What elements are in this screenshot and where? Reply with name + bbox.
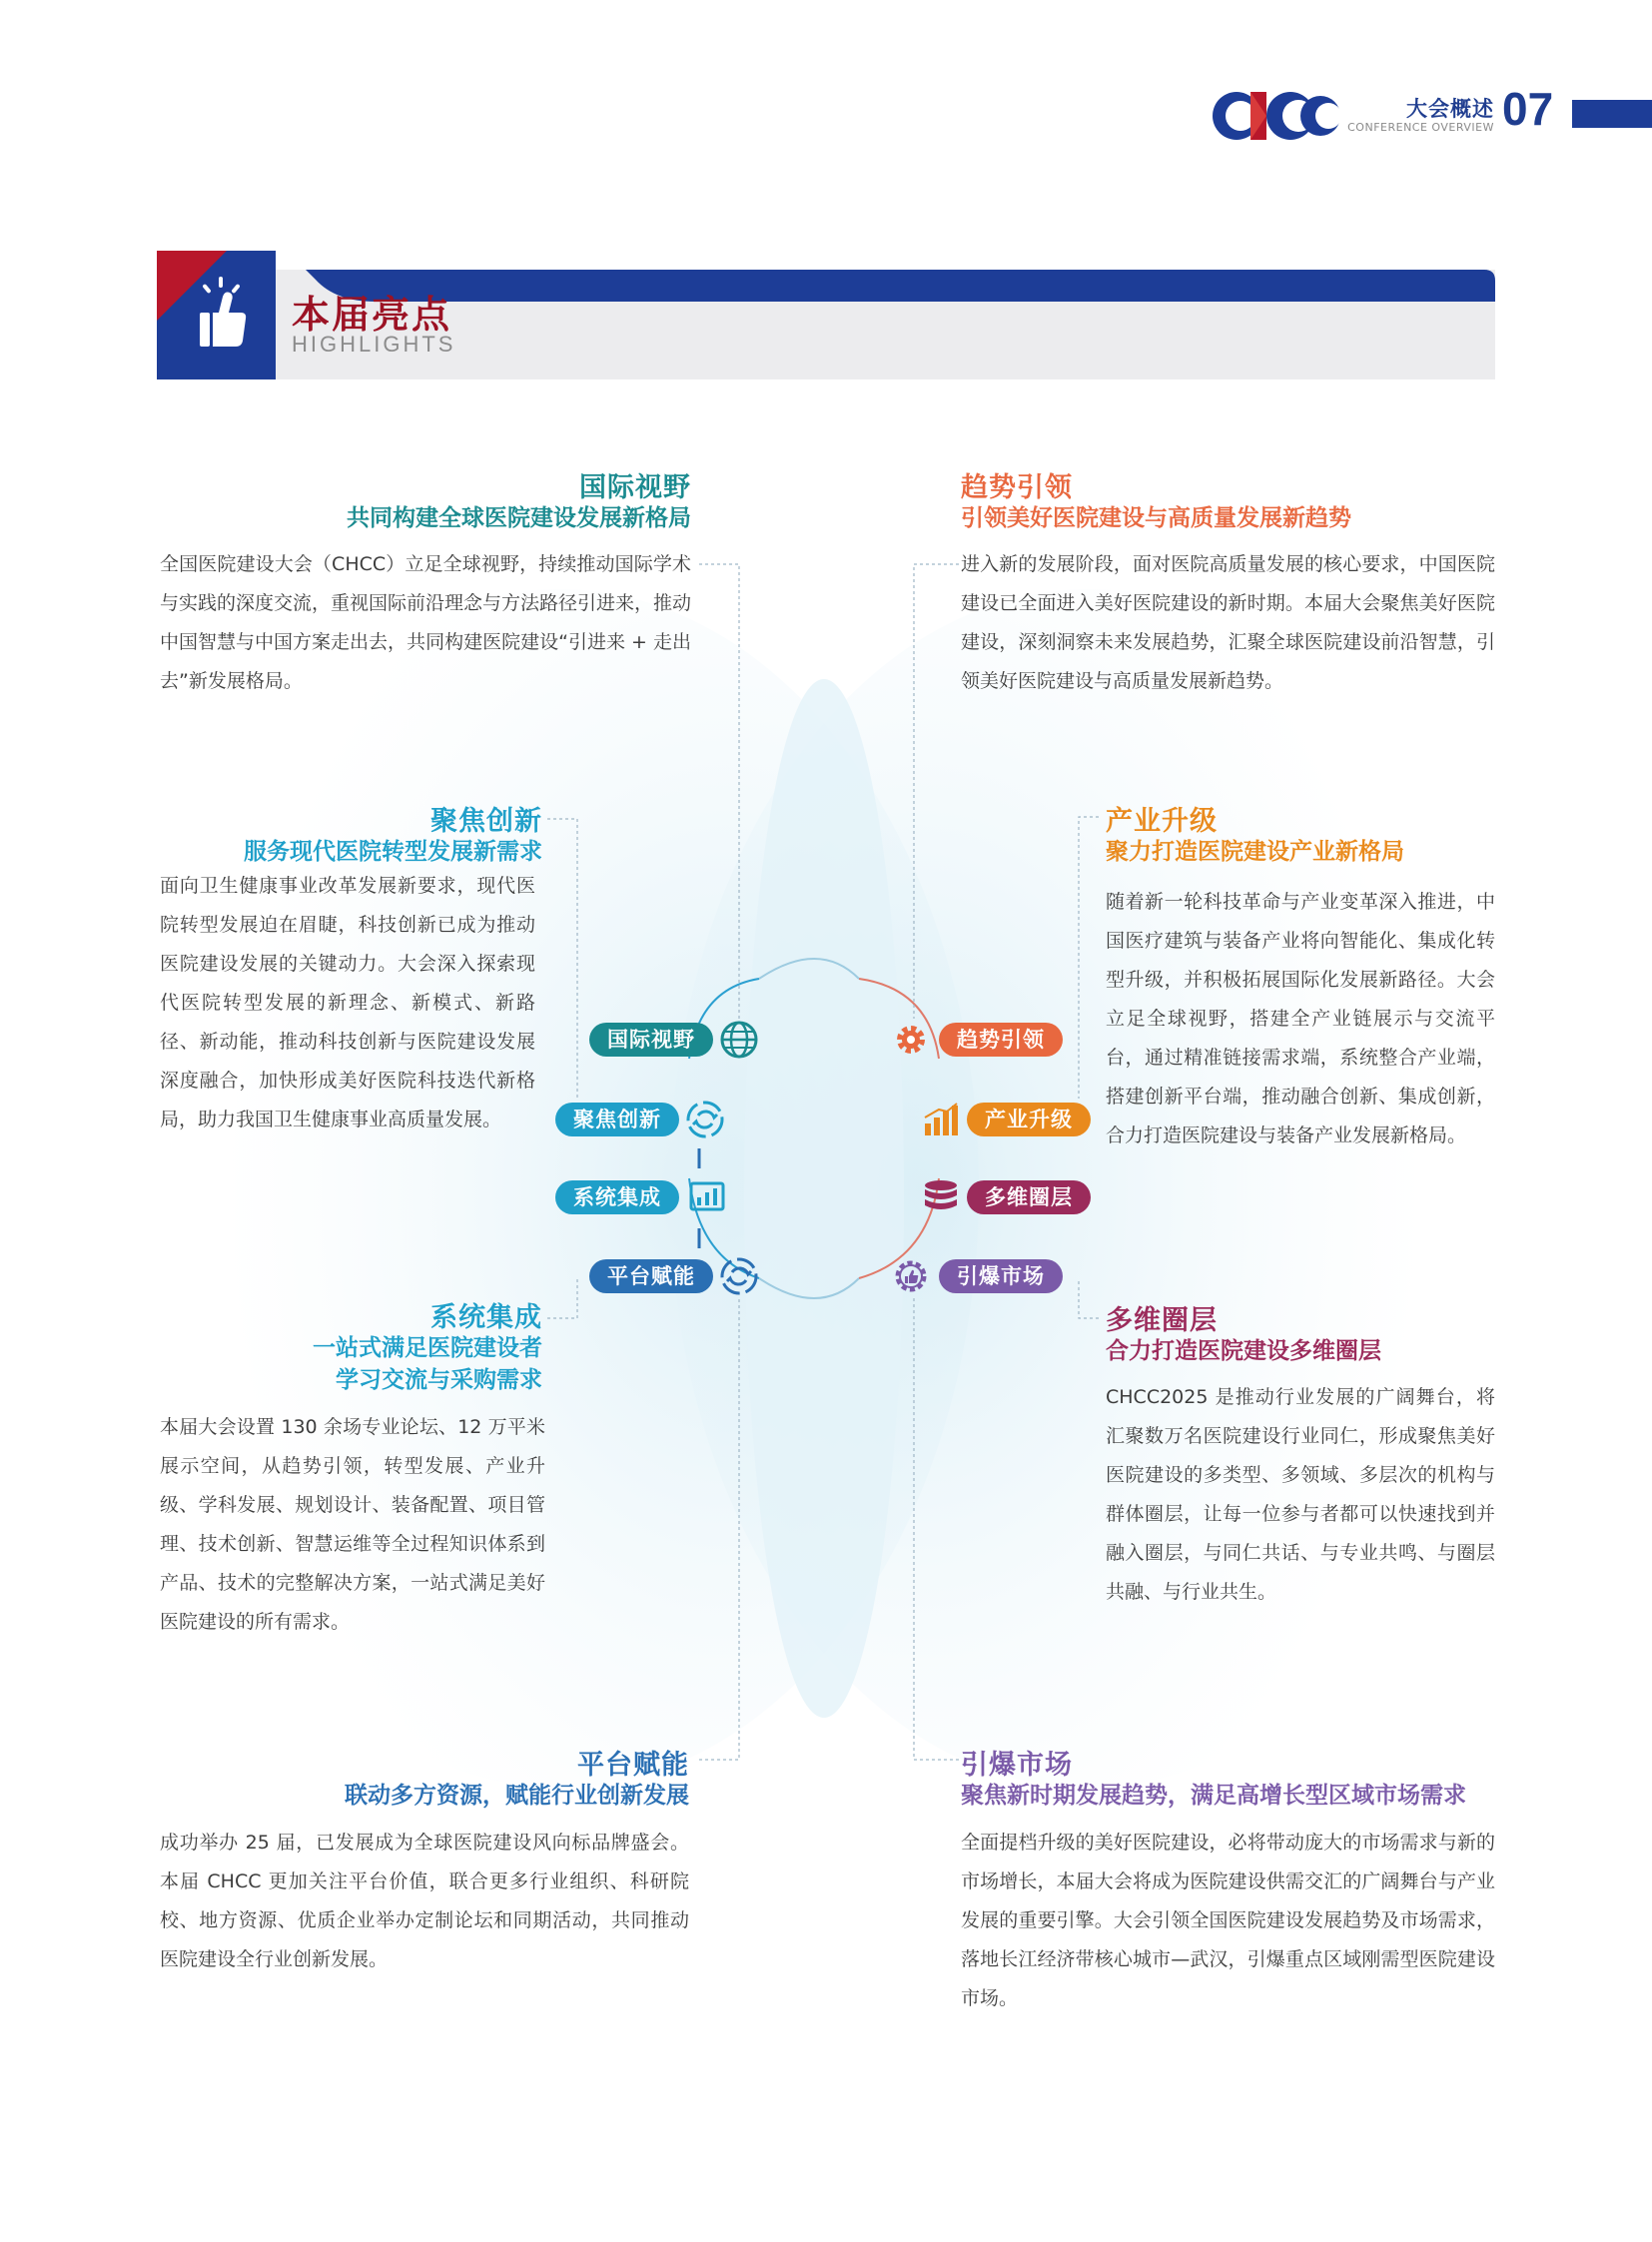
market-subtitle: 聚焦新时期发展趋势，满足高增长型区域市场需求 [961,1783,1466,1809]
integration-subtitle-1: 一站式满足医院建设者 [313,1335,542,1361]
hub-pill-integration: 系统集成 [555,1180,679,1214]
trend-body: 进入新的发展阶段，面对医院高质量发展的核心要求，中国医院建设已全面进入美好医院建设的新时期。本届大会聚焦美好医院建设，深刻洞察未来发展趋势，汇聚全球医院建设前沿智慧，引领美好医院建设与高质量发展新趋势。 [961,553,1495,692]
page-number: 07 [1502,83,1554,135]
intl-subtitle: 共同构建全球医院建设发展新格局 [347,505,691,531]
innovation-title: 聚焦创新 [430,806,542,837]
section-title: 大会概述 [1406,97,1494,121]
integration-title: 系统集成 [430,1302,542,1333]
sync-icon [719,1256,759,1296]
platform-title: 平台赋能 [577,1750,689,1781]
hub-pill-industry: 产业升级 [967,1103,1091,1136]
market-body: 全面提档升级的美好医院建设，必将带动庞大的市场需求与新的市场增长，本届大会将成为医院建设供需交汇的广阔舞台与产业发展的重要引擎。大会引领全国医院建设发展趋势及市场需求，落地长江经济带核心城市—武汉，引爆重点区域刚需型医院建设市场。 [961,1832,1495,2009]
trend-subtitle: 引领美好医院建设与高质量发展新趋势 [961,505,1351,531]
trend-title: 趋势引领 [961,472,1073,503]
refresh-icon [685,1100,725,1139]
gear-icon [891,1020,931,1060]
section-title-en: CONFERENCE OVERVIEW [1347,121,1494,134]
globe-icon [719,1020,759,1060]
industry-subtitle: 聚力打造医院建设产业新格局 [1106,839,1404,865]
circles-body: CHCC2025 是推动行业发展的广阔舞台，将汇聚数万名医院建设行业同仁，形成聚焦美好医院建设的多类型、多领域、多层次的机构与群体圈层，让每一位参与者都可以快速找到并融入圈层，与同仁共话、与专业共鸣、与圈层共融、与行业共生。 [1106,1386,1495,1603]
database-icon [921,1177,961,1217]
platform-subtitle: 联动多方资源，赋能行业创新发展 [345,1783,689,1809]
hub-pill-trend: 趋势引领 [939,1023,1063,1057]
integration-body: 本届大会设置 130 余场专业论坛、12 万平米展示空间，从趋势引领，转型发展、产业升级、学科发展、规划设计、装备配置、项目管理、技术创新、智慧运维等全过程知识体系到产品、技术的完整解决方案，一站式满足美好医院建设的所有需求。 [160,1416,545,1633]
hub-pill-market: 引爆市场 [939,1259,1063,1293]
gear-thumbs-up-icon [891,1256,931,1296]
hub-pill-platform: 平台赋能 [589,1259,713,1293]
banner-title: 本届亮点 [292,293,452,337]
industry-title: 产业升级 [1106,806,1218,837]
dashboard-chart-icon [687,1177,727,1217]
platform-body: 成功举办 25 届，已发展成为全球医院建设风向标品牌盛会。本届 CHCC 更加关注平台价值，联合更多行业组织、科研院校、地方资源、优质企业举办定制论坛和同期活动，共同推动医院建设全行业创新发展。 [160,1832,689,1970]
intl-body: 全国医院建设大会（CHCC）立足全球视野，持续推动国际学术与实践的深度交流，重视国际前沿理念与方法路径引进来，推动中国智慧与中国方案走出去，共同构建医院建设“引进来 + 走出去”新发展格局。 [160,553,692,692]
circles-subtitle: 合力打造医院建设多维圈层 [1106,1338,1381,1364]
hub-pill-innovation: 聚焦创新 [555,1103,679,1136]
circles-title: 多维圈层 [1106,1305,1218,1336]
hub-pill-circles: 多维圈层 [967,1180,1091,1214]
innovation-subtitle: 服务现代医院转型发展新需求 [244,839,542,865]
intl-title: 国际视野 [579,472,691,503]
innovation-body: 面向卫生健康事业改革发展新要求，现代医院转型发展迫在眉睫，科技创新已成为推动医院建设发展的关键动力。大会深入探索现代医院转型发展的新理念、新模式、新路径、新动能，推动科技创新与医院建设发展深度融合，加快形成美好医院科技迭代新格局，助力我国卫生健康事业高质量发展。 [160,875,535,1130]
bar-growth-icon [921,1100,961,1139]
banner-subtitle: HIGHLIGHTS [292,332,456,357]
industry-body: 随着新一轮科技革命与产业变革深入推进，中国医疗建筑与装备产业将向智能化、集成化转型升级，并积极拓展国际化发展新路径。大会立足全球视野，搭建全产业链展示与交流平台，通过精准链接需求端，系统整合产业端，搭建创新平台端，推动融合创新、集成创新，合力打造医院建设与装备产业发展新格局。 [1106,891,1495,1146]
market-title: 引爆市场 [961,1750,1073,1781]
integration-subtitle-2: 学习交流与采购需求 [336,1367,542,1393]
hub-pill-intl: 国际视野 [589,1023,713,1057]
